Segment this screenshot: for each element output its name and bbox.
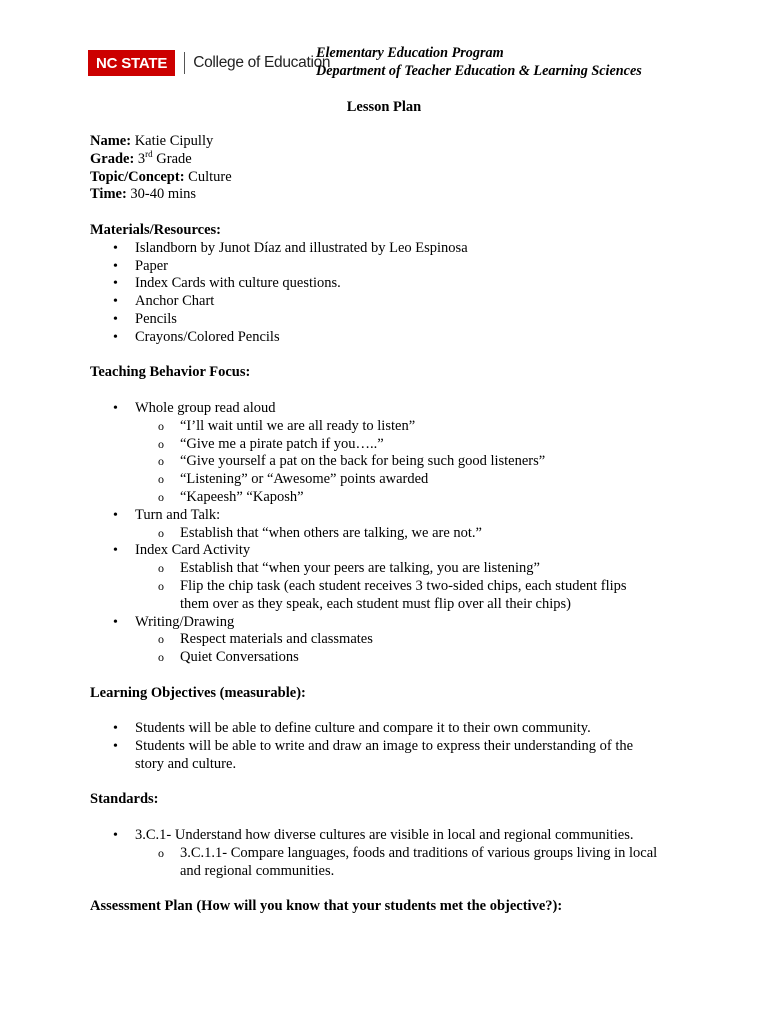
sub-list-item-line: Flip the chip task (each student receives 3 two-sided chips, each student flips bbox=[180, 577, 627, 594]
list-item: • Paper bbox=[90, 258, 690, 276]
sub-list-item-line: and regional communities. bbox=[180, 862, 335, 879]
list-item bbox=[90, 542, 690, 613]
sub-list-item: o Quiet Conversations bbox=[135, 649, 690, 667]
name-label: Name: bbox=[90, 133, 132, 149]
list-item-line: Students will be able to write and draw an image to express their understanding of the bbox=[135, 738, 634, 755]
list-item: • Islandborn by Junot Díaz and illustrated by Leo Espinosa bbox=[90, 240, 690, 258]
sub-list bbox=[135, 560, 690, 613]
list-item: • Index Cards with culture questions. bbox=[90, 275, 690, 293]
program-name: Elementary Education Program bbox=[316, 45, 504, 61]
sub-list bbox=[135, 418, 690, 507]
standard-text: 3.C.1- Understand how diverse cultures are visible in local and regional communities. bbox=[135, 827, 634, 844]
name-value: Katie Cipully bbox=[131, 133, 214, 149]
sub-list-item: o Respect materials and classmates bbox=[135, 631, 690, 649]
grade-row bbox=[90, 148, 690, 169]
list-item bbox=[90, 614, 690, 667]
sub-list-item: o Establish that “when your peers are talking, you are listening” bbox=[135, 560, 690, 578]
sub-list-item: o “Give yourself a pat on the back for being such good listeners” bbox=[135, 453, 690, 471]
topic-label: Topic/Concept: bbox=[90, 168, 185, 185]
teaching-item-label: Writing/Drawing bbox=[135, 613, 235, 630]
list-item bbox=[90, 400, 690, 507]
teaching-item-label: Turn and Talk: bbox=[135, 506, 221, 523]
teaching-item-label: Whole group read aloud bbox=[135, 399, 276, 416]
grade-value: 3 bbox=[134, 150, 146, 167]
logo-college-name: College of Education bbox=[193, 54, 331, 71]
list-item bbox=[90, 827, 690, 880]
objectives-list bbox=[90, 720, 690, 773]
standards-heading: Standards: bbox=[90, 791, 159, 808]
time-label: Time: bbox=[90, 186, 127, 203]
sub-list bbox=[135, 845, 690, 881]
list-item bbox=[90, 507, 690, 543]
ncstate-logo bbox=[88, 50, 330, 76]
teaching-item-label: Index Card Activity bbox=[135, 542, 251, 559]
time-row bbox=[90, 186, 690, 204]
sub-list-item-line: 3.C.1.1- Compare languages, foods and traditions of various groups living in local bbox=[180, 844, 658, 861]
list-item: • Crayons/Colored Pencils bbox=[90, 329, 690, 347]
list-item: • Students will be able to define culture and compare it to their own community. bbox=[90, 720, 690, 738]
name-row bbox=[90, 133, 690, 151]
grade-label: Grade: bbox=[90, 150, 135, 167]
sub-list-item: o “Listening” or “Awesome” points awarded bbox=[135, 471, 690, 489]
department-name: Department of Teacher Education & Learning Sciences bbox=[316, 62, 642, 79]
list-item-line: story and culture. bbox=[135, 755, 237, 772]
sub-list-item: o “Kapeesh” “Kaposh” bbox=[135, 489, 690, 507]
logo-mark: NC STATE bbox=[88, 50, 175, 76]
objectives-heading: Learning Objectives (measurable): bbox=[90, 684, 306, 701]
teaching-heading: Teaching Behavior Focus: bbox=[90, 364, 251, 381]
list-item bbox=[90, 738, 690, 774]
sub-list-item: o “I’ll wait until we are all ready to listen” bbox=[135, 418, 690, 436]
materials-heading: Materials/Resources: bbox=[90, 221, 221, 238]
topic-row bbox=[90, 169, 690, 187]
standards-list bbox=[90, 827, 690, 880]
sub-list-item bbox=[135, 845, 690, 881]
materials-list bbox=[90, 240, 690, 347]
sub-list-item: o Establish that “when others are talking, we are not.” bbox=[135, 525, 690, 543]
department-header bbox=[316, 45, 642, 80]
sub-list-item-line: them over as they speak, each student must flip over all their chips) bbox=[180, 595, 571, 612]
teaching-list bbox=[90, 400, 690, 667]
list-item: • Anchor Chart bbox=[90, 293, 690, 311]
sub-list bbox=[135, 631, 690, 667]
sub-list-item bbox=[135, 578, 690, 614]
sub-list-item: o “Give me a pirate patch if you…..” bbox=[135, 436, 690, 454]
time-value: 30-40 mins bbox=[126, 186, 197, 203]
page-title: Lesson Plan bbox=[346, 99, 422, 115]
grade-value-rest: Grade bbox=[152, 150, 192, 167]
lesson-plan-body bbox=[90, 133, 690, 916]
assessment-heading: Assessment Plan (How will you know that your students met the objective?): bbox=[90, 898, 563, 915]
topic-value: Culture bbox=[184, 168, 232, 185]
list-item: • Pencils bbox=[90, 311, 690, 329]
grade-suffix: rd bbox=[145, 148, 153, 159]
logo-divider bbox=[184, 52, 185, 74]
sub-list bbox=[135, 525, 690, 543]
